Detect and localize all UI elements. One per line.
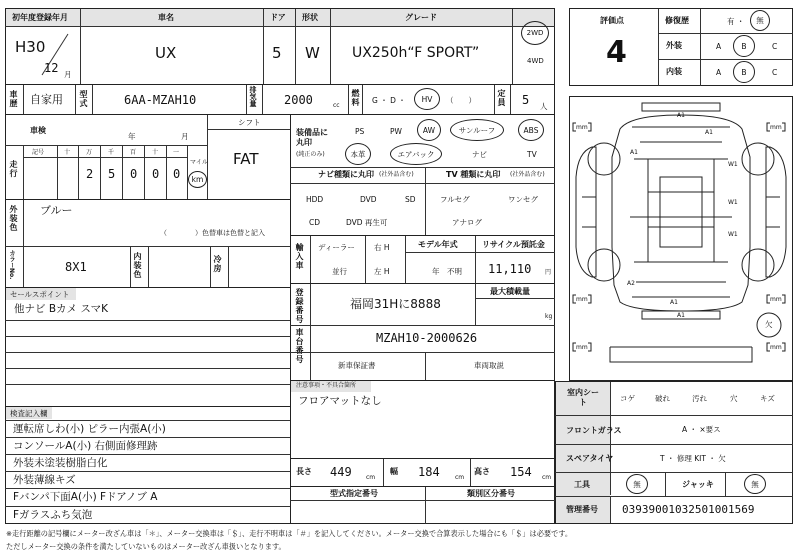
repair-none: 無 bbox=[756, 16, 764, 25]
grade-label: グレード bbox=[405, 13, 437, 22]
exterior-c: C bbox=[772, 42, 778, 51]
manual-label: 車両取説 bbox=[474, 361, 504, 370]
length-unit: cm bbox=[366, 474, 376, 481]
digit-header-5: 十 bbox=[152, 149, 159, 156]
displacement-label: 排気量 bbox=[249, 86, 257, 107]
digit-header-6: 一 bbox=[173, 149, 180, 156]
equipment-sub: (純正のみ) bbox=[296, 151, 325, 158]
seat-item-2: 破れ bbox=[655, 394, 670, 403]
mm-label-2: mm bbox=[770, 124, 782, 131]
tv-type-sub: (社外品含む) bbox=[510, 171, 545, 178]
color-value: ブルー bbox=[40, 204, 73, 217]
jack-none-circle bbox=[744, 474, 766, 494]
interior-label: 内装 bbox=[666, 67, 682, 76]
model-year-label: モデル年式 bbox=[418, 240, 458, 249]
type-label: 車歴 bbox=[9, 90, 18, 108]
mileage-digit-5: 0 bbox=[152, 167, 160, 181]
spare-tire-mark: 欠 bbox=[765, 320, 773, 329]
equip-leather-circle bbox=[345, 143, 371, 165]
drive-4wd: 4WD bbox=[527, 57, 544, 65]
exterior-label: 外装 bbox=[666, 41, 682, 50]
inspector-line-3: 外装未塗装樹脂白化 bbox=[13, 457, 108, 469]
mileage-label: 走行 bbox=[9, 160, 18, 178]
interior-b: B bbox=[741, 67, 747, 77]
repair-options: 有 ・ bbox=[727, 17, 745, 26]
capacity-value: 5 bbox=[522, 93, 530, 107]
shape-label: 形状 bbox=[302, 13, 318, 22]
navi-cd: CD bbox=[309, 218, 321, 227]
seat-label: 室内シート bbox=[567, 388, 599, 408]
type-value: 自家用 bbox=[30, 93, 63, 106]
tv-type-label: TV 種類に丸印 bbox=[446, 170, 501, 179]
spare-value: T ・ 修理 KIT ・ 欠 bbox=[660, 454, 726, 463]
fuel-label: 燃料 bbox=[351, 89, 360, 107]
equip-pw: PW bbox=[390, 127, 402, 136]
inspector-line-2: コンソールA(小) 右側面修理跡 bbox=[13, 440, 158, 452]
navi-type-label: ナビ種類に丸印 bbox=[318, 170, 374, 179]
fuel-options: G ・ D ・ bbox=[372, 96, 406, 105]
doors-value: 5 bbox=[272, 44, 282, 62]
import-dealer: ディーラー bbox=[318, 243, 355, 252]
car-name-label: 車名 bbox=[158, 13, 174, 22]
color-no-label: カラーNo. bbox=[8, 250, 15, 280]
width-value: 184 bbox=[418, 465, 440, 479]
seat-item-3: 汚れ bbox=[692, 394, 707, 403]
import-label: 輸入車 bbox=[295, 243, 304, 270]
repair-label: 修復歴 bbox=[665, 16, 689, 25]
model-year-value: 年 不明 bbox=[432, 267, 462, 276]
navi-sd: SD bbox=[405, 195, 416, 204]
drive-2wd-circle bbox=[521, 21, 549, 45]
dmg-label-w1-c: W1 bbox=[728, 231, 738, 238]
inspector-line-4: 外装薄線キズ bbox=[13, 474, 76, 486]
registration-value: 福岡31Hに8888 bbox=[350, 297, 441, 311]
shaken-month-unit: 月 bbox=[181, 132, 189, 141]
month-unit: 月 bbox=[64, 70, 72, 79]
shift-value: FAT bbox=[233, 150, 259, 168]
km-circle bbox=[188, 171, 207, 188]
equip-navi: ナビ bbox=[472, 150, 487, 159]
jack-none: 無 bbox=[751, 479, 759, 489]
shift-label: シフト bbox=[238, 118, 261, 127]
equip-aw: AW bbox=[422, 125, 436, 135]
drive-2wd: 2WD bbox=[526, 29, 544, 37]
navi-dvd-play: DVD 再生可 bbox=[346, 218, 388, 227]
interior-c: C bbox=[772, 68, 778, 77]
exterior-a: A bbox=[716, 42, 722, 51]
equip-sunroof: サンルーフ bbox=[458, 125, 496, 135]
equip-airbag: エアバック bbox=[397, 149, 435, 159]
import-parallel: 並行 bbox=[332, 267, 347, 276]
capacity-unit: 人 bbox=[540, 102, 548, 111]
fuel-hv: HV bbox=[421, 94, 433, 104]
digit-header-2: 万 bbox=[86, 149, 93, 156]
inspector-label: 検査記入欄 bbox=[10, 409, 48, 418]
fuel-paren: （ ） bbox=[446, 96, 476, 105]
tools-none-circle bbox=[626, 474, 648, 494]
equip-aw-circle bbox=[417, 119, 441, 141]
interior-b-circle bbox=[733, 61, 755, 83]
mileage-digit-3: 5 bbox=[108, 167, 116, 181]
mgmt-label: 管理番号 bbox=[566, 505, 598, 514]
tv-analog: アナログ bbox=[452, 218, 482, 227]
year-value: H30 bbox=[15, 38, 46, 56]
max-load-unit: kg bbox=[545, 313, 553, 320]
recycle-unit: 円 bbox=[545, 269, 552, 276]
class-label: 類別区分番号 bbox=[467, 489, 515, 498]
interior-color-label: 内装色 bbox=[133, 252, 142, 279]
equipment-label: 装備品に丸印 bbox=[296, 128, 328, 147]
recycle-value: 11,110 bbox=[488, 262, 532, 276]
ac-label: 冷房 bbox=[213, 255, 222, 273]
seat-item-5: キズ bbox=[760, 394, 775, 403]
tools-none: 無 bbox=[633, 479, 641, 489]
equip-ps: PS bbox=[355, 127, 365, 136]
color-no-value: 8X1 bbox=[65, 260, 87, 274]
width-unit: cm bbox=[455, 474, 465, 481]
length-label: 長さ bbox=[296, 467, 312, 476]
recycle-label: リサイクル預託金 bbox=[482, 240, 545, 249]
mileage-digit-2: 2 bbox=[86, 167, 94, 181]
car-name-value: UX bbox=[155, 44, 177, 62]
model-value: 6AA-MZAH10 bbox=[124, 93, 197, 107]
exterior-b-circle bbox=[733, 35, 755, 57]
chassis-value: MZAH10-2000626 bbox=[376, 331, 478, 345]
registration-label: 登録番号 bbox=[295, 288, 304, 324]
dmg-label-w1-b: W1 bbox=[728, 199, 738, 206]
warranty-label: 新車保証書 bbox=[338, 361, 376, 370]
mm-label-6: mm bbox=[770, 344, 782, 351]
sales-point-label: セールスポイント bbox=[10, 290, 70, 299]
cc-unit: cc bbox=[333, 102, 340, 109]
footer-line-2: ただしメーター交換の条件を満たしていないものはメーター改ざん車扱いとなります。 bbox=[6, 542, 286, 551]
dmg-label-w1-a: W1 bbox=[728, 161, 738, 168]
import-right-h: 右 H bbox=[374, 243, 390, 252]
equip-abs: ABS bbox=[523, 125, 539, 135]
km-label: km bbox=[191, 175, 204, 184]
tools-label: 工具 bbox=[574, 480, 590, 489]
shaken-year-unit: 年 bbox=[128, 132, 136, 141]
dmg-label-a1-top: A1 bbox=[677, 112, 685, 119]
capacity-label: 定員 bbox=[497, 89, 506, 107]
model-label: 型式 bbox=[79, 90, 88, 108]
mm-label-4: mm bbox=[770, 296, 782, 303]
navi-hdd: HDD bbox=[306, 195, 324, 204]
mm-label-5: mm bbox=[576, 344, 588, 351]
seat-item-1: コゲ bbox=[620, 394, 635, 403]
notes-label: 注意事項・不具合箇所 bbox=[296, 382, 357, 389]
equip-airbag-circle bbox=[390, 143, 442, 165]
dmg-label-a1-front: A1 bbox=[705, 129, 713, 136]
equip-leather: 本革 bbox=[350, 149, 366, 159]
navi-type-sub: (社外品含む) bbox=[379, 171, 414, 178]
equip-abs-circle bbox=[518, 119, 544, 141]
year-label: 初年度登録年月 bbox=[12, 13, 68, 22]
dmg-label-a2: A2 bbox=[627, 280, 635, 287]
spare-label: スペアタイヤ bbox=[566, 454, 614, 463]
mm-label-3: mm bbox=[576, 296, 588, 303]
width-label: 幅 bbox=[390, 467, 398, 476]
height-label: 高さ bbox=[474, 467, 490, 476]
digit-header-4: 百 bbox=[130, 149, 137, 156]
equip-tv: TV bbox=[527, 150, 537, 159]
height-unit: cm bbox=[542, 474, 552, 481]
seat-item-4: 穴 bbox=[730, 394, 738, 403]
height-value: 154 bbox=[510, 465, 532, 479]
color-note: （ ）色替車は色替と記入 bbox=[160, 229, 265, 237]
exterior-b: B bbox=[741, 41, 747, 51]
inspector-line-6: Fガラスふち気泡 bbox=[13, 509, 93, 521]
import-left-h: 左 H bbox=[374, 267, 390, 276]
fuel-hv-circle bbox=[414, 88, 440, 110]
dmg-label-a1-rear: A1 bbox=[670, 299, 678, 306]
glass-value: A ・ ×要ス bbox=[682, 425, 721, 434]
digit-header-1: 十 bbox=[64, 149, 71, 156]
mileage-digit-4: 0 bbox=[130, 167, 138, 181]
inspector-line-5: Fバンパ下面A(小) Fドアノブ A bbox=[13, 491, 158, 503]
jack-label: ジャッキ bbox=[682, 480, 714, 489]
glass-label: フロントガラス bbox=[566, 426, 622, 435]
footer-line-1: ※走行距離の記号欄にメーター改ざん車は「＊」、メーター交換車は「＄」、走行不明車は「＃」を記入してください。メーター交換で合算表示した場合にも「＄」は必要です。 bbox=[6, 529, 573, 538]
equip-sunroof-circle bbox=[450, 119, 504, 141]
mgmt-value: 03939001032501001569 bbox=[622, 503, 755, 516]
month-value: 12 bbox=[44, 61, 59, 75]
mileage-digit-6: 0 bbox=[173, 167, 181, 181]
navi-dvd: DVD bbox=[360, 195, 377, 204]
grade-value: UX250h“F SPORT” bbox=[352, 45, 480, 61]
rating-label: 評価点 bbox=[600, 16, 624, 25]
max-load-label: 最大積載量 bbox=[490, 287, 530, 296]
digit-header-0: 記号 bbox=[32, 149, 45, 156]
mm-label-1: mm bbox=[576, 124, 588, 131]
shape-value: W bbox=[305, 44, 320, 62]
inspector-line-1: 運転席しわ(小) ピラー内張A(小) bbox=[13, 423, 166, 435]
notes-value: フロアマットなし bbox=[298, 395, 382, 407]
sales-point-text: 他ナビ Bカメ スマK bbox=[14, 303, 109, 315]
car-diagram bbox=[570, 97, 792, 380]
rating-score: 4 bbox=[606, 35, 627, 70]
mile-label: マイル bbox=[190, 159, 208, 166]
chassis-label: 車台番号 bbox=[295, 328, 304, 364]
displacement-value: 2000 bbox=[284, 93, 313, 107]
length-value: 449 bbox=[330, 465, 352, 479]
shaken-label: 車検 bbox=[30, 126, 46, 135]
tv-fullseg: フルセグ bbox=[440, 195, 470, 204]
door-label: ドア bbox=[270, 13, 286, 22]
dmg-label-a1-hood: A1 bbox=[630, 149, 638, 156]
repair-none-circle bbox=[750, 10, 770, 31]
dmg-label-a1-bottom: A1 bbox=[677, 312, 685, 319]
type-designation-label: 型式指定番号 bbox=[330, 489, 378, 498]
color-label: 外装色 bbox=[9, 205, 18, 232]
interior-a: A bbox=[716, 68, 722, 77]
tv-oneseg: ワンセグ bbox=[508, 195, 538, 204]
digit-header-3: 千 bbox=[108, 149, 115, 156]
